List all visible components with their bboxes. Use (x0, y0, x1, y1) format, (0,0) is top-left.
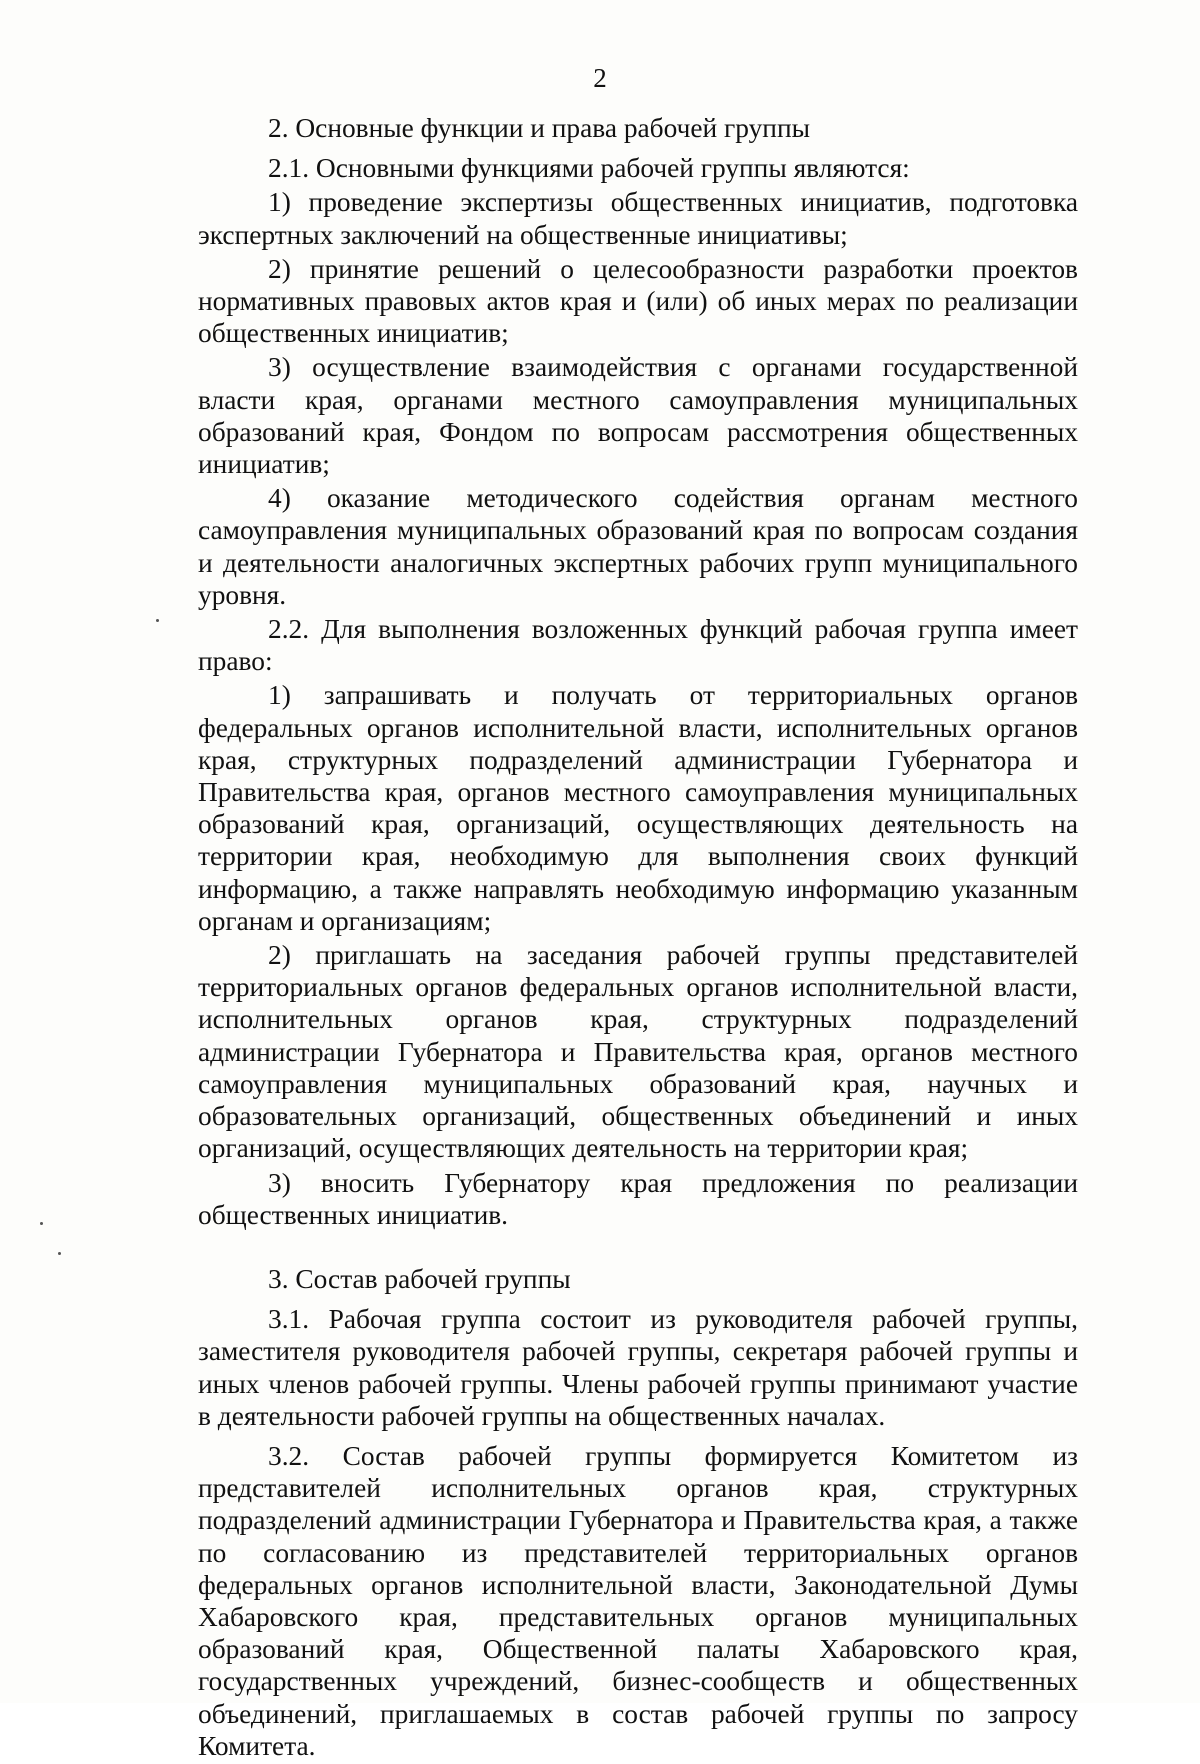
document-body (198, 112, 1078, 1764)
section-spacer (198, 1233, 1078, 1263)
clause-3-2: 3.2. Состав рабочей группы формируется Комитетом из представителей исполнительных органов края, структурных подразделений администрации Губернатора и Правительства края, а также по согласованию из представителей территориальных органов федеральных органов исполнительной власти, Законодательной Думы Хабаровского края, представительных органов муниципальных образований края, Общественной палаты Хабаровского края, государственных учреждений, бизнес-сообществ и общественных объединений, приглашаемых в состав рабочей группы по запросу Комитета. (198, 1440, 1078, 1761)
clause-2-1-item-1: 1) проведение экспертизы общественных инициатив, подготовка экспертных заключений на общественные инициативы; (198, 187, 1078, 250)
clause-3-1: 3.1. Рабочая группа состоит из руководителя рабочей группы, заместителя руководителя рабочей группы, секретаря рабочей группы и иных членов рабочей группы. Члены рабочей группы принимают участие в деятельности рабочей группы на общественных началах. (198, 1304, 1078, 1431)
clause-2-2: 2.2. Для выполнения возложенных функций рабочая группа имеет право: (198, 614, 1078, 677)
scan-speck (156, 619, 159, 622)
clause-2-1-item-2: 2) принятие решений о целесообразности разработки проектов нормативных правовых актов края и (или) об иных мерах по реализации общественных инициатив; (198, 253, 1078, 349)
clause-2-1-item-3: 3) осуществление взаимодействия с органами государственной власти края, органами местного самоуправления муниципальных образований края, Фондом по вопросам рассмотрения общественных инициатив; (198, 352, 1078, 480)
section-3-heading: 3. Состав рабочей группы (268, 1263, 571, 1294)
clause-2-2-item-2: 2) приглашать на заседания рабочей группы представителей территориальных органов федеральных органов исполнительной власти, исполнительных органов края, структурных подразделений администрации Губернатора и Правительства края, органов местного самоуправления муниципальных образований края, научных и образовательных организаций, общественных объединений и иных организаций, осуществляющих деятельность на территории края; (198, 940, 1078, 1164)
page-number: 2 (593, 63, 607, 93)
section-2-heading: 2. Основные функции и права рабочей группы (268, 113, 811, 143)
scan-speck (40, 1222, 43, 1225)
clause-2-2-item-3: 3) вносить Губернатору края предложения по реализации общественных инициатив. (198, 1167, 1078, 1230)
scan-speck (58, 1252, 61, 1255)
clause-2-1-item-4: 4) оказание методического содействия органам местного самоуправления муниципальных образований края по вопросам создания и деятельности аналогичных экспертных рабочих групп муниципального уровня. (198, 483, 1078, 610)
clause-2-1: 2.1. Основными функциями рабочей группы являются: (268, 153, 910, 184)
clause-2-2-item-1: 1) запрашивать и получать от территориальных органов федеральных органов исполнительной власти, исполнительных органов края, структурных подразделений администрации Губернатора и Правительства края, органов местного самоуправления муниципальных образований края, организаций, осуществляющих деятельность на территории края, необходимую для выполнения своих функций информацию, а также направлять необходимую информацию указанным органам и организациям; (198, 680, 1078, 936)
